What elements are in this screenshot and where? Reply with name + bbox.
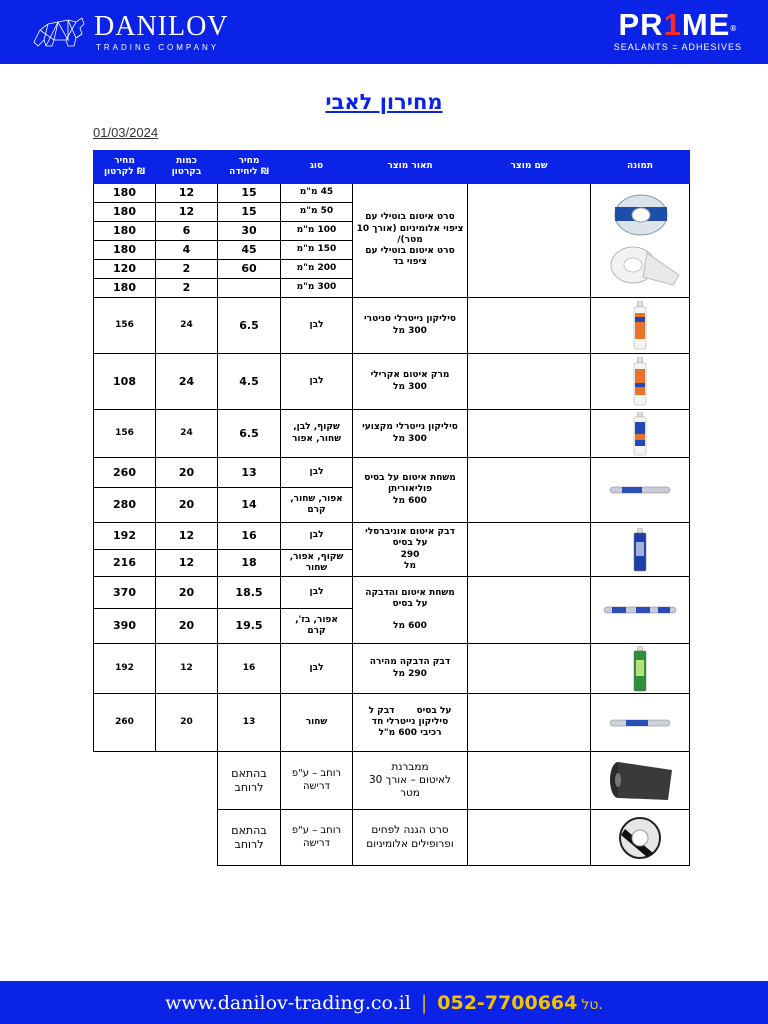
description: סיליקון נייטרלי מקצועי 300 מל [353,410,468,458]
footer-bar [0,981,768,1024]
carton-price: 192 [94,644,156,694]
unit-price: 30 [218,222,281,241]
quantity: 24 [156,354,218,410]
unit-price: 16 [218,523,281,550]
image-cell [591,523,690,577]
carton-price: 260 [94,458,156,488]
danilov-logo [30,10,229,54]
quantity: 12 [156,644,218,694]
sausage-pack-icon [608,485,672,495]
unit-price: 15 [218,203,281,222]
type: רוחב – ע"פ דרישה [281,752,353,810]
phone-number[interactable]: 052-7700664 [437,991,578,1014]
prime-logo-part3: ME [681,7,731,42]
table-row [94,458,690,488]
footer-separator: | [420,991,428,1014]
image-cell [591,577,690,644]
image-cell [591,354,690,410]
carton-price: 180 [94,241,156,260]
carton-price: 180 [94,203,156,222]
unit-price: 16 [218,644,281,694]
carton-price: 156 [94,298,156,354]
type: לבן [281,523,353,550]
unit-price: 60 [218,260,281,279]
type: 150 מ"מ [281,241,353,260]
table-row [94,410,690,458]
type: אפור, בז', קרם [281,609,353,644]
danilov-logo-tagline: TRADING COMPANY [96,42,220,52]
fast-glue-cartridge-icon [633,646,647,692]
carton-price: 260 [94,694,156,752]
table-row [94,644,690,694]
table-row [94,694,690,752]
type: 45 מ"מ [281,184,353,203]
carton-price: 120 [94,260,156,279]
danilov-logo-name: DANILOV [94,10,229,42]
product-name-cell [468,810,591,866]
type: 200 מ"מ [281,260,353,279]
description: סרט איטום בוטילי עם ציפוי אלומיניום (אורך 10 מטר)/ סרט איטום בוטילי עם ציפוי בד [353,184,468,298]
header-bar [0,0,768,64]
description: סרט הגנה לפחים ופרופילים אלומיניום [353,810,468,866]
empty-cell [156,810,218,866]
description: משחת איטום והדבקה על בסיס 600 מל [353,577,468,644]
quantity: 4 [156,241,218,260]
image-cell [591,410,690,458]
price-list-date: 01/03/2024 [93,125,159,140]
carton-price: 216 [94,550,156,577]
unit-price: 6.5 [218,298,281,354]
table-row [94,577,690,609]
product-name-cell [468,354,591,410]
description: על בסיס דבק ל סיליקון נייטרלי חד רכיבי 600 מ"ל [353,694,468,752]
bear-logo-icon [30,12,88,52]
quantity: 12 [156,523,218,550]
empty-cell [94,810,156,866]
carton-price: 180 [94,222,156,241]
acrylic-cartridge-icon [633,357,647,407]
table-row [94,810,690,866]
unit-price: 6.5 [218,410,281,458]
quantity: 6 [156,222,218,241]
quantity: 20 [156,577,218,609]
protection-tape-roll-icon [617,815,663,861]
header-description: תאור מוצר [353,151,468,184]
prime-logo [614,8,742,52]
unit-price: 45 [218,241,281,260]
carton-price: 370 [94,577,156,609]
header-unit-price: מחיר ליחידה ₪ [218,151,281,184]
product-name-cell [468,752,591,810]
type: 100 מ"מ [281,222,353,241]
header-image: תמונה [591,151,690,184]
unit-price: 18.5 [218,577,281,609]
universal-glue-cartridge-icon [633,528,647,572]
type: 50 מ"מ [281,203,353,222]
prime-logo-part1: PR [618,7,664,42]
description: דבק איטום אוניברסלי על בסיס 290 מל [353,523,468,577]
carton-price: 280 [94,488,156,523]
quantity: 12 [156,203,218,222]
image-cell [591,752,690,810]
unit-price: 13 [218,694,281,752]
type: שקוף, אפור, שחור [281,550,353,577]
table-row [94,354,690,410]
description: סיליקון נייטרלי סניטרי 300 מל [353,298,468,354]
unit-price: 13 [218,458,281,488]
header-type: סוג [281,151,353,184]
silicone-cartridge-icon [633,301,647,351]
empty-cell [94,752,156,810]
image-cell [591,810,690,866]
unit-price: בהתאם לרוחב [218,752,281,810]
type: רוחב – ע"פ דרישה [281,810,353,866]
product-name-cell [468,410,591,458]
quantity: 20 [156,458,218,488]
image-cell [591,184,690,298]
silicone-pro-cartridge-icon [633,412,647,456]
butyl-tape-roll-icon [597,187,683,295]
quantity: 12 [156,550,218,577]
product-name-cell [468,298,591,354]
image-cell [591,694,690,752]
description: דבק הדבקה מהירה 290 מל [353,644,468,694]
quantity: 2 [156,260,218,279]
unit-price [218,279,281,298]
product-name-cell [468,184,591,298]
registered-mark: ® [730,24,738,33]
table-row [94,298,690,354]
quantity: 12 [156,184,218,203]
type: שקוף, לבן, שחור, אפור [281,410,353,458]
image-cell [591,458,690,523]
carton-price: 156 [94,410,156,458]
quantity: 20 [156,488,218,523]
description: משחת איטום על בסיס פוליאוריתן 600 מל [353,458,468,523]
type: אפור, שחור, קרם [281,488,353,523]
type: שחור [281,694,353,752]
description: מרק איטום אקרילי 300 מל [353,354,468,410]
table-row [94,523,690,550]
seal-bond-pack-icon [602,605,678,615]
product-name-cell [468,694,591,752]
image-cell [591,298,690,354]
header-product-name: שם מוצר [468,151,591,184]
quantity: 20 [156,609,218,644]
empty-cell [156,752,218,810]
carton-price: 180 [94,184,156,203]
carton-price: 390 [94,609,156,644]
unit-price: 18 [218,550,281,577]
prime-logo-part2: 1 [663,7,682,42]
carton-price: 180 [94,279,156,298]
unit-price: 4.5 [218,354,281,410]
price-table [93,150,690,866]
type: לבן [281,298,353,354]
prime-logo-tagline: SEALANTS = ADHESIVES [613,42,742,52]
header-carton-price: מחיר לקרטון ₪ [94,151,156,184]
carton-price: 108 [94,354,156,410]
type: לבן [281,458,353,488]
quantity: 24 [156,298,218,354]
two-component-pack-icon [608,717,672,729]
product-name-cell [468,644,591,694]
quantity: 2 [156,279,218,298]
membrane-roll-icon [602,758,678,804]
table-row [94,184,690,203]
phone-label: טל. [581,996,603,1013]
type: לבן [281,354,353,410]
type: לבן [281,577,353,609]
header-quantity: כמות בקרטון [156,151,218,184]
unit-price: בהתאם לרוחב [218,810,281,866]
table-row [94,752,690,810]
description: ממברנת לאיטום – אורך 30 מטר [353,752,468,810]
quantity: 20 [156,694,218,752]
page-title: מחירון לאבי [325,90,443,114]
product-name-cell [468,523,591,577]
unit-price: 15 [218,184,281,203]
product-name-cell [468,458,591,523]
carton-price: 192 [94,523,156,550]
type: 300 מ"מ [281,279,353,298]
type: לבן [281,644,353,694]
quantity: 24 [156,410,218,458]
image-cell [591,644,690,694]
unit-price: 14 [218,488,281,523]
website-link[interactable]: www.danilov-trading.co.il [165,991,411,1014]
product-name-cell [468,577,591,644]
unit-price: 19.5 [218,609,281,644]
table-header-row [94,151,690,184]
